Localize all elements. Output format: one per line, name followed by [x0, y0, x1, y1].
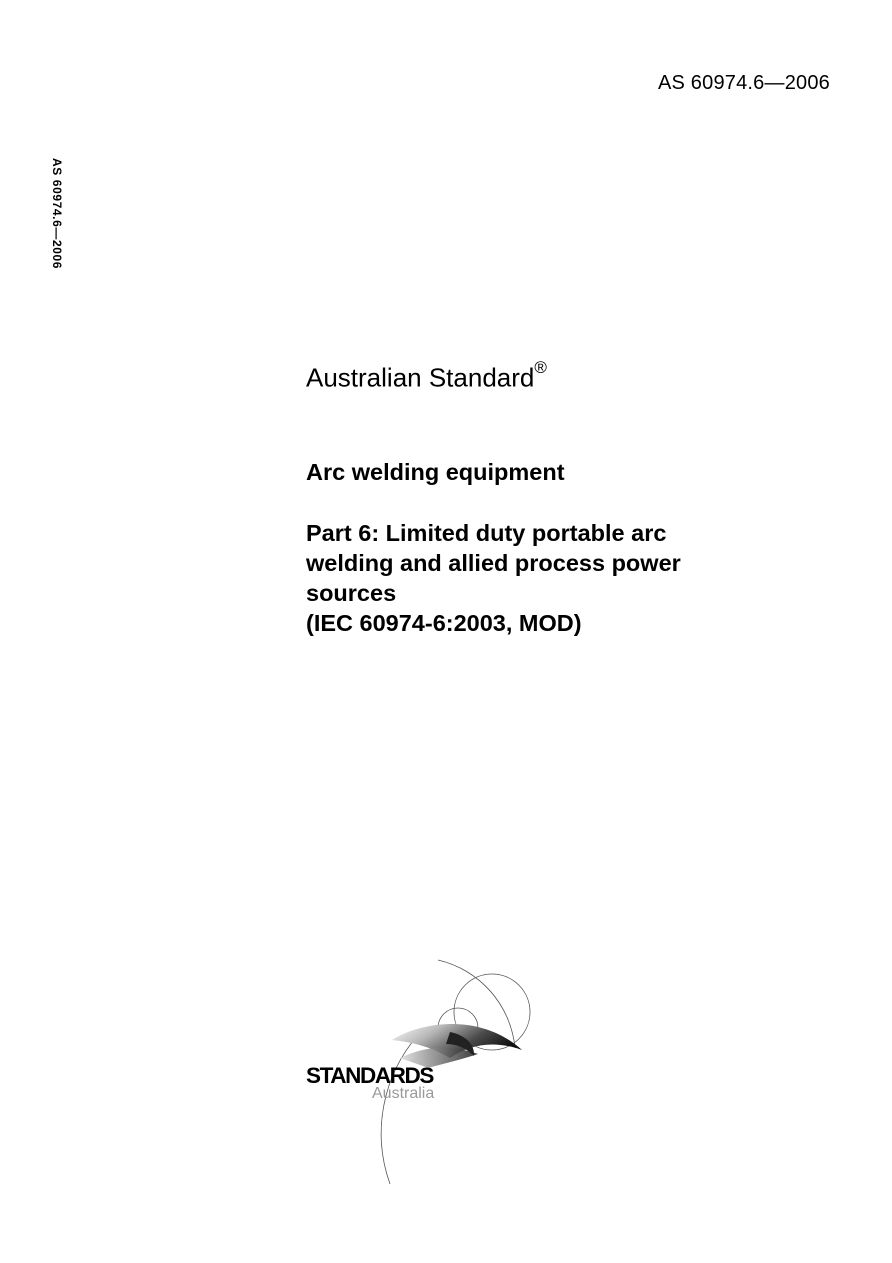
series-name: Australian Standard [306, 362, 535, 393]
document-number: AS 60974.6—2006 [657, 72, 830, 94]
spine-document-number: AS 60974.6—2006 [50, 158, 64, 270]
standards-australia-logo [300, 940, 560, 1190]
logo-word-australia: Australia [372, 1085, 435, 1102]
part-title-line: sources [306, 580, 397, 606]
part-title-line: welding and allied process power [306, 550, 681, 576]
part-title-line: Part 6: Limited duty portable arc [306, 520, 667, 546]
registered-mark: ® [534, 358, 547, 377]
series-title [306, 358, 547, 394]
part-title-line: (IEC 60974-6:2003, MOD) [306, 610, 582, 636]
logo-word-standards: STANDARDS [306, 1063, 433, 1088]
part-title [306, 518, 776, 638]
document-title: Arc welding equipment [306, 459, 565, 485]
